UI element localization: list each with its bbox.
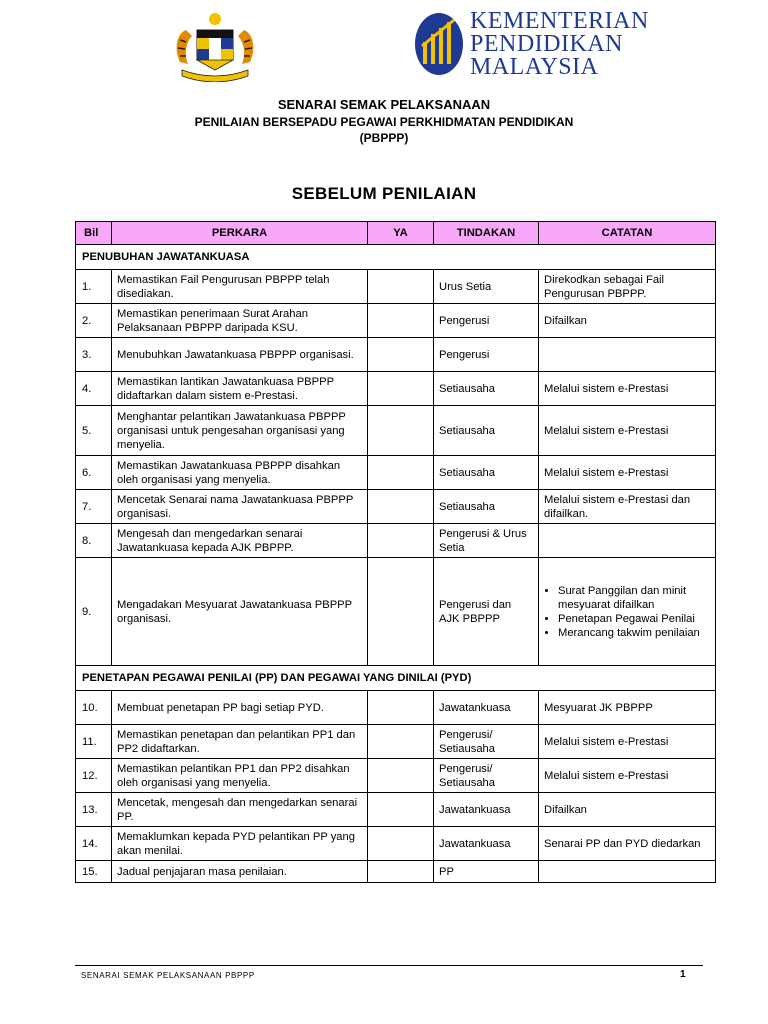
cell-perkara: Jadual penjajaran masa penilaian. — [112, 861, 368, 883]
cell-catatan: Melalui sistem e-Prestasi — [539, 456, 716, 490]
page-number: 1 — [680, 969, 686, 980]
cell-ya[interactable] — [368, 490, 434, 524]
cell-ya[interactable] — [368, 456, 434, 490]
cell-bil: 10. — [76, 691, 112, 725]
table-row — [76, 725, 716, 759]
cell-catatan: Difailkan — [539, 793, 716, 827]
document-acronym: (PBPPP) — [359, 131, 409, 145]
ministry-logo-icon — [414, 12, 464, 76]
cell-perkara: Menghantar pelantikan Jawatankuasa PBPPP organisasi untuk pengesahan organisasi yang menyelia. — [112, 406, 368, 456]
cell-catatan: Direkodkan sebagai Fail Pengurusan PBPPP. — [539, 270, 716, 304]
column-header-ya: YA — [368, 222, 434, 245]
group-row — [76, 666, 716, 691]
table-header-row — [76, 222, 716, 245]
cell-ya[interactable] — [368, 861, 434, 883]
cell-bil: 12. — [76, 759, 112, 793]
cell-ya[interactable] — [368, 827, 434, 861]
cell-tindakan: Urus Setia — [434, 270, 539, 304]
table-body — [76, 245, 716, 883]
cell-perkara: Memastikan penerimaan Surat Arahan Pelaksanaan PBPPP daripada KSU. — [112, 304, 368, 338]
cell-catatan — [539, 558, 716, 666]
cell-bil: 3. — [76, 338, 112, 372]
group-title: PENUBUHAN JAWATANKUASA — [76, 245, 716, 270]
cell-perkara: Membuat penetapan PP bagi setiap PYD. — [112, 691, 368, 725]
cell-perkara: Mencetak, mengesah dan mengedarkan senarai PP. — [112, 793, 368, 827]
table-row — [76, 304, 716, 338]
cell-tindakan: Jawatankuasa — [434, 793, 539, 827]
cell-perkara: Mengadakan Mesyuarat Jawatankuasa PBPPP organisasi. — [112, 558, 368, 666]
cell-tindakan: Pengerusi dan AJK PBPPP — [434, 558, 539, 666]
cell-ya[interactable] — [368, 406, 434, 456]
table-row — [76, 372, 716, 406]
cell-ya[interactable] — [368, 725, 434, 759]
cell-catatan: Melalui sistem e-Prestasi — [539, 372, 716, 406]
cell-bil: 9. — [76, 558, 112, 666]
cell-ya[interactable] — [368, 793, 434, 827]
table-row — [76, 456, 716, 490]
cell-ya[interactable] — [368, 304, 434, 338]
catatan-list-item: • Merancang takwim penilaian — [558, 626, 710, 640]
cell-bil: 7. — [76, 490, 112, 524]
table-row — [76, 759, 716, 793]
document-subtitle: PENILAIAN BERSEPADU PEGAWAI PERKHIDMATAN PENDIDIKAN — [194, 115, 574, 129]
table-row — [76, 827, 716, 861]
cell-tindakan: Jawatankuasa — [434, 827, 539, 861]
cell-tindakan: Setiausaha — [434, 456, 539, 490]
cell-catatan: Melalui sistem e-Prestasi dan difailkan. — [539, 490, 716, 524]
table-row — [76, 490, 716, 524]
cell-catatan: Melalui sistem e-Prestasi — [539, 725, 716, 759]
cell-tindakan: Pengerusi/ Setiausaha — [434, 759, 539, 793]
cell-perkara: Memastikan penetapan dan pelantikan PP1 dan PP2 didaftarkan. — [112, 725, 368, 759]
cell-ya[interactable] — [368, 372, 434, 406]
table-row — [76, 270, 716, 304]
cell-tindakan: Jawatankuasa — [434, 691, 539, 725]
cell-perkara: Mengesah dan mengedarkan senarai Jawatankuasa kepada AJK PBPPP. — [112, 524, 368, 558]
cell-tindakan: Pengerusi — [434, 304, 539, 338]
cell-bil: 15. — [76, 861, 112, 883]
ministry-name — [470, 10, 649, 79]
cell-bil: 13. — [76, 793, 112, 827]
column-header-perkara: PERKARA — [112, 222, 368, 245]
cell-catatan: Mesyuarat JK PBPPP — [539, 691, 716, 725]
table-row — [76, 691, 716, 725]
ministry-name-line1: KEMENTERIAN — [470, 8, 649, 34]
cell-ya[interactable] — [368, 558, 434, 666]
cell-ya[interactable] — [368, 759, 434, 793]
cell-ya[interactable] — [368, 338, 434, 372]
table-row — [76, 793, 716, 827]
cell-catatan: Difailkan — [539, 304, 716, 338]
cell-perkara: Memastikan pelantikan PP1 dan PP2 disahkan oleh organisasi yang menyelia. — [112, 759, 368, 793]
cell-bil: 14. — [76, 827, 112, 861]
cell-tindakan: Pengerusi/ Setiausaha — [434, 725, 539, 759]
catatan-list-item: • Surat Panggilan dan minit mesyuarat difailkan — [558, 584, 710, 612]
cell-perkara: Memastikan Fail Pengurusan PBPPP telah disediakan. — [112, 270, 368, 304]
table-row — [76, 406, 716, 456]
cell-tindakan: Setiausaha — [434, 406, 539, 456]
group-title: PENETAPAN PEGAWAI PENILAI (PP) DAN PEGAWAI YANG DINILAI (PYD) — [76, 666, 716, 691]
cell-perkara: Memaklumkan kepada PYD pelantikan PP yang akan menilai. — [112, 827, 368, 861]
table-row — [76, 338, 716, 372]
cell-ya[interactable] — [368, 691, 434, 725]
checklist-table — [75, 221, 716, 883]
cell-ya[interactable] — [368, 270, 434, 304]
cell-tindakan: Setiausaha — [434, 372, 539, 406]
column-header-tindakan: TINDAKAN — [434, 222, 539, 245]
group-row — [76, 245, 716, 270]
cell-tindakan: Pengerusi & Urus Setia — [434, 524, 539, 558]
cell-catatan: Melalui sistem e-Prestasi — [539, 759, 716, 793]
column-header-bil: Bil — [76, 222, 112, 245]
column-header-catatan: CATATAN — [539, 222, 716, 245]
table-row — [76, 558, 716, 666]
catatan-list — [544, 584, 710, 640]
document-title: SENARAI SEMAK PELAKSANAAN — [277, 97, 491, 112]
table-row — [76, 524, 716, 558]
cell-perkara: Mencetak Senarai nama Jawatankuasa PBPPP organisasi. — [112, 490, 368, 524]
footer-text: SENARAI SEMAK PELAKSANAAN PBPPP — [81, 971, 255, 980]
cell-catatan: Melalui sistem e-Prestasi — [539, 406, 716, 456]
coat-of-arms-logo — [168, 10, 262, 82]
ministry-name-line3: MALAYSIA — [470, 54, 599, 80]
cell-bil: 1. — [76, 270, 112, 304]
cell-perkara: Memastikan Jawatankuasa PBPPP disahkan oleh organisasi yang menyelia. — [112, 456, 368, 490]
cell-catatan — [539, 338, 716, 372]
catatan-list-item: • Penetapan Pegawai Penilai — [558, 612, 710, 626]
table-row — [76, 861, 716, 883]
cell-perkara: Menubuhkan Jawatankuasa PBPPP organisasi. — [112, 338, 368, 372]
cell-bil: 4. — [76, 372, 112, 406]
cell-catatan — [539, 861, 716, 883]
section-title: SEBELUM PENILAIAN — [291, 184, 477, 203]
ministry-name-line2: PENDIDIKAN — [470, 31, 623, 57]
cell-bil: 6. — [76, 456, 112, 490]
cell-tindakan: Setiausaha — [434, 490, 539, 524]
cell-catatan — [539, 524, 716, 558]
cell-bil: 8. — [76, 524, 112, 558]
cell-catatan: Senarai PP dan PYD diedarkan — [539, 827, 716, 861]
cell-perkara: Memastikan lantikan Jawatankuasa PBPPP didaftarkan dalam sistem e-Prestasi. — [112, 372, 368, 406]
footer-divider — [75, 965, 703, 966]
cell-ya[interactable] — [368, 524, 434, 558]
cell-bil: 5. — [76, 406, 112, 456]
cell-tindakan: PP — [434, 861, 539, 883]
cell-bil: 11. — [76, 725, 112, 759]
cell-bil: 2. — [76, 304, 112, 338]
cell-tindakan: Pengerusi — [434, 338, 539, 372]
